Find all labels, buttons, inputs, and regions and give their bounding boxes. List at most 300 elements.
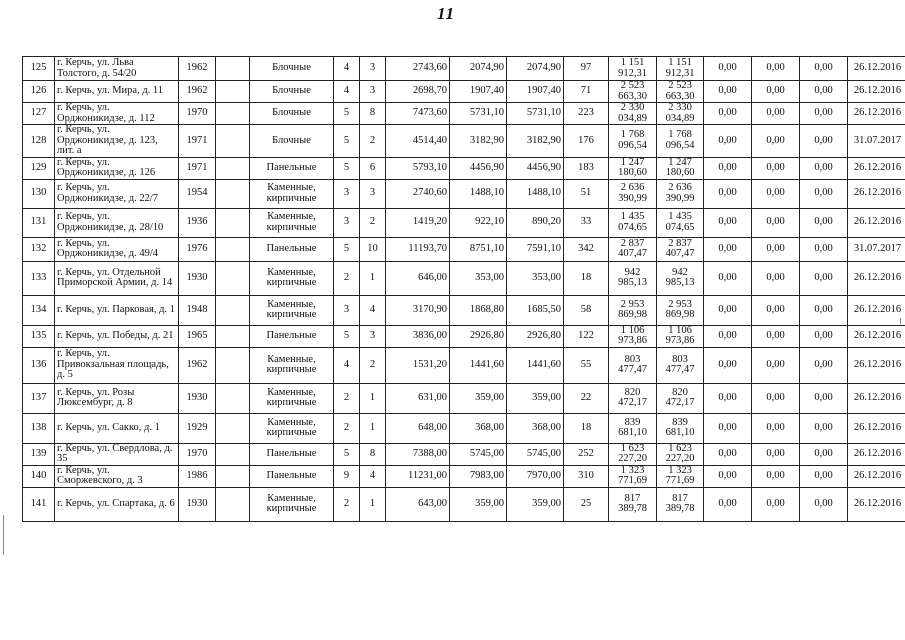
total-area-cell: 3170,90 — [386, 295, 450, 325]
residential-area-cell: 1488,10 — [507, 179, 564, 208]
entrances-cell: 4 — [360, 465, 386, 487]
year-built-cell: 1986 — [179, 465, 216, 487]
wall-material-cell: Панельные — [250, 237, 334, 261]
row-number-cell: 134 — [23, 295, 55, 325]
floors-cell: 5 — [334, 103, 360, 125]
table-row — [23, 81, 905, 103]
total-area-cell: 2698,70 — [386, 81, 450, 103]
amount-cell: 0,00 — [704, 413, 752, 443]
cost-fund-cell: 942 985,13 — [657, 261, 704, 295]
empty-cell — [216, 103, 250, 125]
amount-cell: 0,00 — [800, 295, 848, 325]
entrances-cell: 1 — [360, 487, 386, 521]
amount-cell: 0,00 — [704, 125, 752, 158]
empty-cell — [216, 261, 250, 295]
empty-cell — [216, 237, 250, 261]
empty-cell — [216, 347, 250, 383]
amount-cell: 0,00 — [752, 413, 800, 443]
table-row — [23, 179, 905, 208]
residents-cell: 176 — [564, 125, 609, 158]
address-cell: г. Керчь, ул. Орджоникидзе, д. 22/7 — [55, 179, 179, 208]
floors-cell: 3 — [334, 295, 360, 325]
amount-cell: 0,00 — [800, 103, 848, 125]
table-row — [23, 103, 905, 125]
entrances-cell: 4 — [360, 295, 386, 325]
cost-total-cell: 2 837 407,47 — [609, 237, 657, 261]
amount-cell: 0,00 — [800, 383, 848, 413]
entrances-cell: 8 — [360, 443, 386, 465]
row-number-cell: 136 — [23, 347, 55, 383]
year-built-cell: 1929 — [179, 413, 216, 443]
empty-cell — [216, 208, 250, 237]
table-row — [23, 261, 905, 295]
amount-cell: 0,00 — [704, 57, 752, 81]
floors-cell: 4 — [334, 57, 360, 81]
total-area-cell: 11231,00 — [386, 465, 450, 487]
entrances-cell: 3 — [360, 81, 386, 103]
residents-cell: 342 — [564, 237, 609, 261]
total-area-cell: 5793,10 — [386, 157, 450, 179]
residential-area-cell: 1685,50 — [507, 295, 564, 325]
empty-cell — [216, 157, 250, 179]
address-cell: г. Керчь, ул. Орджоникидзе, д. 28/10 — [55, 208, 179, 237]
year-built-cell: 1962 — [179, 57, 216, 81]
living-area-cell: 1907,40 — [450, 81, 507, 103]
residents-cell: 122 — [564, 325, 609, 347]
amount-cell: 0,00 — [752, 125, 800, 158]
cost-fund-cell: 2 953 869,98 — [657, 295, 704, 325]
year-built-cell: 1970 — [179, 443, 216, 465]
amount-cell: 0,00 — [800, 261, 848, 295]
year-built-cell: 1965 — [179, 325, 216, 347]
amount-cell: 0,00 — [800, 179, 848, 208]
residents-cell: 22 — [564, 383, 609, 413]
residents-cell: 18 — [564, 413, 609, 443]
table-row — [23, 465, 905, 487]
living-area-cell: 1441,60 — [450, 347, 507, 383]
residents-cell: 25 — [564, 487, 609, 521]
total-area-cell: 1531,20 — [386, 347, 450, 383]
floors-cell: 4 — [334, 347, 360, 383]
cost-fund-cell: 1 247 180,60 — [657, 157, 704, 179]
year-built-cell: 1976 — [179, 237, 216, 261]
year-built-cell: 1954 — [179, 179, 216, 208]
amount-cell: 0,00 — [704, 465, 752, 487]
date-cell: 26.12.2016 — [848, 465, 905, 487]
row-number-cell: 125 — [23, 57, 55, 81]
floors-cell: 5 — [334, 443, 360, 465]
row-number-cell: 135 — [23, 325, 55, 347]
table-body — [23, 57, 905, 522]
total-area-cell: 4514,40 — [386, 125, 450, 158]
table-row — [23, 325, 905, 347]
margin-scan-mark — [900, 318, 901, 324]
amount-cell: 0,00 — [800, 487, 848, 521]
cost-total-cell: 839 681,10 — [609, 413, 657, 443]
cost-total-cell: 942 985,13 — [609, 261, 657, 295]
wall-material-cell: Блочные — [250, 81, 334, 103]
total-area-cell: 2740,60 — [386, 179, 450, 208]
cost-fund-cell: 1 623 227,20 — [657, 443, 704, 465]
residential-area-cell: 5745,00 — [507, 443, 564, 465]
cost-total-cell: 2 330 034,89 — [609, 103, 657, 125]
date-cell: 26.12.2016 — [848, 325, 905, 347]
residential-area-cell: 5731,10 — [507, 103, 564, 125]
living-area-cell: 4456,90 — [450, 157, 507, 179]
empty-cell — [216, 487, 250, 521]
row-number-cell: 139 — [23, 443, 55, 465]
amount-cell: 0,00 — [752, 443, 800, 465]
empty-cell — [216, 465, 250, 487]
date-cell: 31.07.2017 — [848, 125, 905, 158]
date-cell: 26.12.2016 — [848, 57, 905, 81]
cost-total-cell: 803 477,47 — [609, 347, 657, 383]
residential-area-cell: 890,20 — [507, 208, 564, 237]
cost-fund-cell: 1 323 771,69 — [657, 465, 704, 487]
address-cell: г. Керчь, ул. Привокзальная площадь, д. 5 — [55, 347, 179, 383]
residential-area-cell: 2926,80 — [507, 325, 564, 347]
wall-material-cell: Каменные, кирпичные — [250, 413, 334, 443]
wall-material-cell: Панельные — [250, 325, 334, 347]
floors-cell: 2 — [334, 413, 360, 443]
cost-fund-cell: 2 523 663,30 — [657, 81, 704, 103]
floors-cell: 5 — [334, 325, 360, 347]
row-number-cell: 130 — [23, 179, 55, 208]
amount-cell: 0,00 — [752, 261, 800, 295]
residents-cell: 97 — [564, 57, 609, 81]
row-number-cell: 133 — [23, 261, 55, 295]
living-area-cell: 359,00 — [450, 487, 507, 521]
address-cell: г. Керчь, ул. Розы Люксембург, д. 8 — [55, 383, 179, 413]
row-number-cell: 138 — [23, 413, 55, 443]
wall-material-cell: Каменные, кирпичные — [250, 347, 334, 383]
amount-cell: 0,00 — [752, 81, 800, 103]
total-area-cell: 7388,00 — [386, 443, 450, 465]
floors-cell: 5 — [334, 157, 360, 179]
amount-cell: 0,00 — [752, 465, 800, 487]
residents-cell: 18 — [564, 261, 609, 295]
living-area-cell: 359,00 — [450, 383, 507, 413]
residents-cell: 183 — [564, 157, 609, 179]
residents-cell: 55 — [564, 347, 609, 383]
wall-material-cell: Панельные — [250, 157, 334, 179]
table-row — [23, 347, 905, 383]
date-cell: 26.12.2016 — [848, 179, 905, 208]
amount-cell: 0,00 — [704, 261, 752, 295]
residential-area-cell: 2074,90 — [507, 57, 564, 81]
address-cell: г. Керчь, ул. Сакко, д. 1 — [55, 413, 179, 443]
residents-cell: 71 — [564, 81, 609, 103]
residential-area-cell: 368,00 — [507, 413, 564, 443]
table-row — [23, 208, 905, 237]
floors-cell: 4 — [334, 81, 360, 103]
cost-fund-cell: 803 477,47 — [657, 347, 704, 383]
amount-cell: 0,00 — [752, 208, 800, 237]
amount-cell: 0,00 — [752, 347, 800, 383]
amount-cell: 0,00 — [752, 237, 800, 261]
date-cell: 26.12.2016 — [848, 81, 905, 103]
floors-cell: 9 — [334, 465, 360, 487]
date-cell: 26.12.2016 — [848, 443, 905, 465]
cost-total-cell: 2 523 663,30 — [609, 81, 657, 103]
residents-cell: 310 — [564, 465, 609, 487]
date-cell: 26.12.2016 — [848, 383, 905, 413]
date-cell: 26.12.2016 — [848, 157, 905, 179]
amount-cell: 0,00 — [704, 237, 752, 261]
entrances-cell: 1 — [360, 383, 386, 413]
year-built-cell: 1930 — [179, 261, 216, 295]
floors-cell: 3 — [334, 208, 360, 237]
amount-cell: 0,00 — [752, 295, 800, 325]
amount-cell: 0,00 — [752, 383, 800, 413]
year-built-cell: 1971 — [179, 125, 216, 158]
wall-material-cell: Каменные, кирпичные — [250, 261, 334, 295]
amount-cell: 0,00 — [800, 57, 848, 81]
residential-area-cell: 7970,00 — [507, 465, 564, 487]
residents-cell: 51 — [564, 179, 609, 208]
residential-area-cell: 359,00 — [507, 383, 564, 413]
empty-cell — [216, 413, 250, 443]
amount-cell: 0,00 — [752, 325, 800, 347]
amount-cell: 0,00 — [800, 81, 848, 103]
entrances-cell: 6 — [360, 157, 386, 179]
total-area-cell: 3836,00 — [386, 325, 450, 347]
wall-material-cell: Блочные — [250, 57, 334, 81]
entrances-cell: 1 — [360, 413, 386, 443]
amount-cell: 0,00 — [800, 325, 848, 347]
cost-total-cell: 1 768 096,54 — [609, 125, 657, 158]
living-area-cell: 5731,10 — [450, 103, 507, 125]
cost-total-cell: 1 151 912,31 — [609, 57, 657, 81]
total-area-cell: 1419,20 — [386, 208, 450, 237]
cost-fund-cell: 839 681,10 — [657, 413, 704, 443]
table-row — [23, 383, 905, 413]
table-row — [23, 413, 905, 443]
row-number-cell: 126 — [23, 81, 55, 103]
row-number-cell: 128 — [23, 125, 55, 158]
floors-cell: 3 — [334, 179, 360, 208]
row-number-cell: 132 — [23, 237, 55, 261]
address-cell: г. Керчь, ул. Орджоникидзе, д. 123, лит. а — [55, 125, 179, 158]
amount-cell: 0,00 — [752, 487, 800, 521]
total-area-cell: 646,00 — [386, 261, 450, 295]
amount-cell: 0,00 — [704, 81, 752, 103]
row-number-cell: 131 — [23, 208, 55, 237]
amount-cell: 0,00 — [800, 125, 848, 158]
entrances-cell: 2 — [360, 347, 386, 383]
year-built-cell: 1971 — [179, 157, 216, 179]
address-cell: г. Керчь, ул. Мира, д. 11 — [55, 81, 179, 103]
amount-cell: 0,00 — [752, 103, 800, 125]
date-cell: 26.12.2016 — [848, 103, 905, 125]
living-area-cell: 368,00 — [450, 413, 507, 443]
year-built-cell: 1962 — [179, 81, 216, 103]
floors-cell: 5 — [334, 237, 360, 261]
table-row — [23, 57, 905, 81]
date-cell: 26.12.2016 — [848, 413, 905, 443]
cost-total-cell: 817 389,78 — [609, 487, 657, 521]
wall-material-cell: Панельные — [250, 443, 334, 465]
living-area-cell: 3182,90 — [450, 125, 507, 158]
row-number-cell: 141 — [23, 487, 55, 521]
amount-cell: 0,00 — [704, 325, 752, 347]
entrances-cell: 1 — [360, 261, 386, 295]
total-area-cell: 11193,70 — [386, 237, 450, 261]
empty-cell — [216, 383, 250, 413]
residential-area-cell: 359,00 — [507, 487, 564, 521]
wall-material-cell: Каменные, кирпичные — [250, 487, 334, 521]
entrances-cell: 8 — [360, 103, 386, 125]
living-area-cell: 2926,80 — [450, 325, 507, 347]
empty-cell — [216, 325, 250, 347]
wall-material-cell: Блочные — [250, 125, 334, 158]
living-area-cell: 2074,90 — [450, 57, 507, 81]
entrances-cell: 2 — [360, 208, 386, 237]
year-built-cell: 1962 — [179, 347, 216, 383]
amount-cell: 0,00 — [800, 465, 848, 487]
entrances-cell: 3 — [360, 57, 386, 81]
address-cell: г. Керчь, ул. Победы, д. 21 — [55, 325, 179, 347]
residents-cell: 223 — [564, 103, 609, 125]
living-area-cell: 922,10 — [450, 208, 507, 237]
residential-area-cell: 3182,90 — [507, 125, 564, 158]
empty-cell — [216, 81, 250, 103]
entrances-cell: 10 — [360, 237, 386, 261]
wall-material-cell: Каменные, кирпичные — [250, 295, 334, 325]
year-built-cell: 1936 — [179, 208, 216, 237]
year-built-cell: 1970 — [179, 103, 216, 125]
empty-cell — [216, 443, 250, 465]
empty-cell — [216, 295, 250, 325]
residents-cell: 58 — [564, 295, 609, 325]
floors-cell: 2 — [334, 261, 360, 295]
residential-area-cell: 7591,10 — [507, 237, 564, 261]
amount-cell: 0,00 — [704, 347, 752, 383]
table-row — [23, 487, 905, 521]
date-cell: 26.12.2016 — [848, 261, 905, 295]
residential-area-cell: 4456,90 — [507, 157, 564, 179]
amount-cell: 0,00 — [800, 237, 848, 261]
address-cell: г. Керчь, ул. Спартака, д. 6 — [55, 487, 179, 521]
address-cell: г. Керчь, ул. Свердлова, д. 35 — [55, 443, 179, 465]
total-area-cell: 648,00 — [386, 413, 450, 443]
date-cell: 31.07.2017 — [848, 237, 905, 261]
year-built-cell: 1948 — [179, 295, 216, 325]
amount-cell: 0,00 — [704, 443, 752, 465]
amount-cell: 0,00 — [800, 443, 848, 465]
total-area-cell: 643,00 — [386, 487, 450, 521]
address-cell: г. Керчь, ул. Льва Толстого, д. 54/20 — [55, 57, 179, 81]
margin-scan-mark — [3, 515, 4, 555]
wall-material-cell: Панельные — [250, 465, 334, 487]
wall-material-cell: Каменные, кирпичные — [250, 208, 334, 237]
amount-cell: 0,00 — [800, 208, 848, 237]
residential-area-cell: 353,00 — [507, 261, 564, 295]
address-cell: г. Керчь, ул. Отдельной Приморской Армии, д. 14 — [55, 261, 179, 295]
cost-total-cell: 1 247 180,60 — [609, 157, 657, 179]
floors-cell: 2 — [334, 383, 360, 413]
year-built-cell: 1930 — [179, 383, 216, 413]
amount-cell: 0,00 — [704, 295, 752, 325]
cost-total-cell: 2 953 869,98 — [609, 295, 657, 325]
amount-cell: 0,00 — [800, 347, 848, 383]
row-number-cell: 140 — [23, 465, 55, 487]
amount-cell: 0,00 — [752, 157, 800, 179]
cost-total-cell: 1 623 227,20 — [609, 443, 657, 465]
entrances-cell: 3 — [360, 179, 386, 208]
residents-cell: 33 — [564, 208, 609, 237]
address-cell: г. Керчь, ул. Орджоникидзе, д. 49/4 — [55, 237, 179, 261]
residents-cell: 252 — [564, 443, 609, 465]
amount-cell: 0,00 — [704, 487, 752, 521]
date-cell: 26.12.2016 — [848, 487, 905, 521]
empty-cell — [216, 57, 250, 81]
address-cell: г. Керчь, ул. Сморжевского, д. 3 — [55, 465, 179, 487]
floors-cell: 2 — [334, 487, 360, 521]
amount-cell: 0,00 — [752, 179, 800, 208]
cost-total-cell: 2 636 390,99 — [609, 179, 657, 208]
amount-cell: 0,00 — [800, 157, 848, 179]
row-number-cell: 129 — [23, 157, 55, 179]
amount-cell: 0,00 — [800, 413, 848, 443]
residential-area-cell: 1441,60 — [507, 347, 564, 383]
address-cell: г. Керчь, ул. Орджоникидзе, д. 126 — [55, 157, 179, 179]
amount-cell: 0,00 — [704, 383, 752, 413]
cost-total-cell: 1 106 973,86 — [609, 325, 657, 347]
table-row — [23, 237, 905, 261]
page-number: 11 — [437, 4, 456, 23]
cost-total-cell: 1 323 771,69 — [609, 465, 657, 487]
row-number-cell: 137 — [23, 383, 55, 413]
address-cell: г. Керчь, ул. Орджоникидзе, д. 112 — [55, 103, 179, 125]
cost-total-cell: 1 435 074,65 — [609, 208, 657, 237]
year-built-cell: 1930 — [179, 487, 216, 521]
row-number-cell: 127 — [23, 103, 55, 125]
residential-area-cell: 1907,40 — [507, 81, 564, 103]
total-area-cell: 2743,60 — [386, 57, 450, 81]
table-row — [23, 295, 905, 325]
amount-cell: 0,00 — [704, 208, 752, 237]
floors-cell: 5 — [334, 125, 360, 158]
amount-cell: 0,00 — [704, 157, 752, 179]
date-cell: 26.12.2016 — [848, 347, 905, 383]
living-area-cell: 353,00 — [450, 261, 507, 295]
cost-total-cell: 820 472,17 — [609, 383, 657, 413]
empty-cell — [216, 179, 250, 208]
cost-fund-cell: 1 106 973,86 — [657, 325, 704, 347]
total-area-cell: 7473,60 — [386, 103, 450, 125]
living-area-cell: 8751,10 — [450, 237, 507, 261]
table-row — [23, 157, 905, 179]
entrances-cell: 3 — [360, 325, 386, 347]
cost-fund-cell: 820 472,17 — [657, 383, 704, 413]
amount-cell: 0,00 — [752, 57, 800, 81]
wall-material-cell: Каменные, кирпичные — [250, 179, 334, 208]
table-row — [23, 125, 905, 158]
address-cell: г. Керчь, ул. Парковая, д. 1 — [55, 295, 179, 325]
living-area-cell: 1488,10 — [450, 179, 507, 208]
living-area-cell: 7983,00 — [450, 465, 507, 487]
living-area-cell: 5745,00 — [450, 443, 507, 465]
living-area-cell: 1868,80 — [450, 295, 507, 325]
wall-material-cell: Блочные — [250, 103, 334, 125]
cost-fund-cell: 2 636 390,99 — [657, 179, 704, 208]
cost-fund-cell: 2 837 407,47 — [657, 237, 704, 261]
cost-fund-cell: 1 435 074,65 — [657, 208, 704, 237]
table-row — [23, 443, 905, 465]
date-cell: 26.12.2016 — [848, 295, 905, 325]
date-cell: 26.12.2016 — [848, 208, 905, 237]
